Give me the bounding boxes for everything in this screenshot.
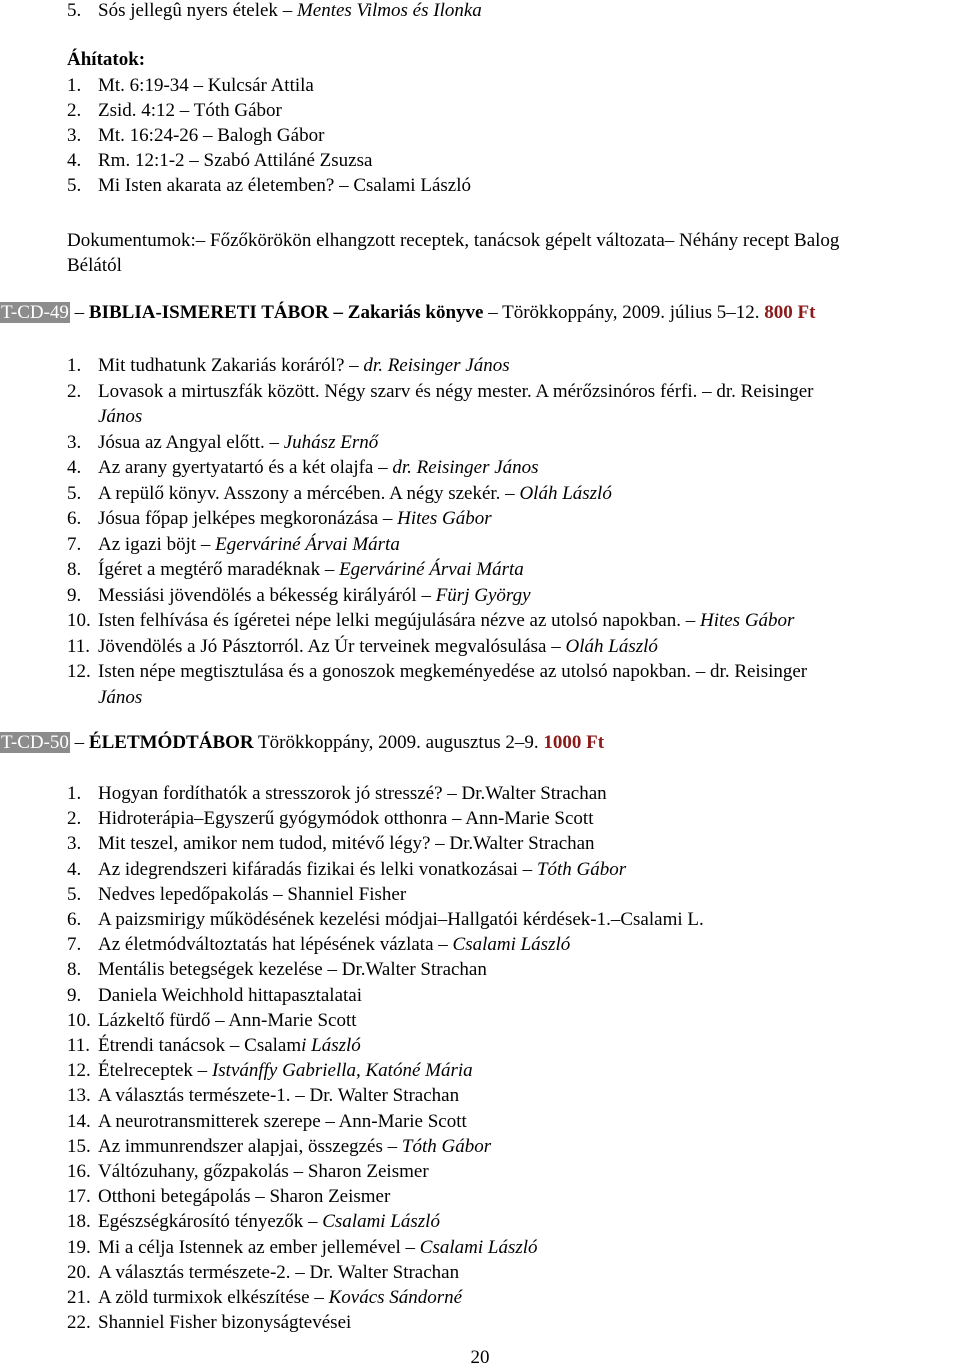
item-title: Az idegrendszeri kifáradás fizikai és lelki vonatkozásai – (98, 858, 537, 880)
list-number: 10. (67, 610, 91, 631)
item-title: Rm. 12:1-2 – Szabó Attiláné Zsuzsa (98, 150, 373, 171)
item-title: Mit tudhatunk Zakariás koráról? – (98, 355, 364, 376)
list-item (98, 506, 492, 531)
item-author: Csalami László (322, 1211, 440, 1233)
list-number: 9. (67, 984, 82, 1006)
list-number: 1. (67, 75, 82, 96)
camp-header-t-cd-50 (0, 730, 604, 756)
list-item (98, 1083, 459, 1108)
list-number: 1. (67, 783, 82, 804)
list-number: 5. (67, 482, 82, 504)
list-number: 6. (67, 508, 82, 529)
list-item (98, 957, 487, 982)
list-item (98, 806, 593, 831)
item-author: Egerváriné Árvai Márta (215, 533, 400, 555)
list-number: 5. (67, 0, 82, 21)
list-number: 12. (67, 1060, 91, 1082)
item-title: Az igazi böjt – (98, 533, 216, 555)
list-number: 16. (67, 1161, 91, 1182)
list-number: 12. (67, 661, 91, 682)
item-title: Lovasok a mirtuszfák között. Négy szarv és négy mester. A mérőzsinóros férfi. – dr. Reisinger (98, 380, 814, 402)
item-title: Shanniel Fisher bizonyságtevései (98, 1312, 352, 1334)
item-title: A neurotransmitterek szerepe – Ann-Marie Scott (98, 1110, 467, 1132)
list-number: 11. (67, 1035, 91, 1056)
list-number: 18. (67, 1211, 91, 1233)
item-title: Sós jellegû nyers ételek (98, 0, 278, 21)
item-author: Csalami László (419, 1236, 538, 1258)
item-title: Jósua főpap jelképes megkoronázása – (98, 508, 398, 529)
list-number: 15. (67, 1135, 91, 1157)
separator: – (69, 302, 89, 323)
camp-title: BIBLIA-ISMERETI TÁBOR – Zakariás könyve (88, 302, 484, 323)
item-author: Istvánffy Gabriella, Katóné Mária (211, 1060, 473, 1082)
list-number: 4. (67, 858, 82, 880)
dokumentumok-line-1: Dokumentumok:– Főzőkörökön elhangzott receptek, tanácsok gépelt változata– Néhány recept Balog (67, 230, 840, 251)
item-author: Csalami László (452, 934, 571, 956)
list-item (98, 73, 314, 98)
dokumentumok-line-2: Bélától (67, 255, 122, 276)
list-number: 22. (67, 1312, 91, 1334)
list-number: 7. (67, 533, 82, 555)
item-title: Hogyan fordíthatók a stresszorok jó stresszé? – Dr.Walter Strachan (98, 783, 607, 804)
list-number: 4. (67, 457, 82, 478)
item-title: Lázkeltő fürdő – Ann-Marie Scott (98, 1009, 357, 1031)
item-title: Ételreceptek – (98, 1060, 212, 1082)
list-item (98, 148, 372, 173)
item-author: Mentes Vilmos és Ilonka (296, 0, 482, 21)
item-author: Kovács Sándorné (328, 1287, 463, 1308)
list-item (98, 173, 471, 198)
list-item (98, 1310, 351, 1335)
list-item (98, 608, 794, 633)
list-item (98, 404, 142, 429)
list-item (98, 781, 607, 806)
item-title: Mt. 16:24-26 – Balogh Gábor (98, 125, 325, 146)
page-number: 20 (470, 1347, 490, 1368)
list-number: 19. (67, 1236, 91, 1258)
item-author: Oláh László (519, 482, 612, 504)
list-item (98, 583, 531, 608)
section-heading-ahitatok: Áhítatok: (67, 49, 146, 70)
list-number: 14. (67, 1110, 91, 1132)
list-number: 3. (67, 833, 82, 855)
item-author: Hites Gábor (397, 508, 492, 529)
list-item (98, 353, 510, 378)
list-number: 3. (67, 431, 82, 453)
item-author: János (98, 406, 143, 427)
camp-title: ÉLETMÓDTÁBOR (88, 732, 254, 753)
camp-code: T-CD-50 (1, 732, 69, 753)
item-author: Hites Gábor (699, 610, 795, 631)
list-number: 6. (67, 909, 82, 930)
list-item (98, 1033, 361, 1058)
item-author: Tóth Gábor (401, 1135, 492, 1157)
camp-details: Törökkoppány, 2009. augusztus 2–9. (253, 732, 539, 753)
list-item (98, 659, 807, 684)
item-title: A zöld turmixok elkészítése – (98, 1287, 329, 1308)
list-item (98, 481, 612, 506)
list-item (98, 685, 142, 710)
item-title: Otthoni betegápolás – Sharon Zeismer (98, 1186, 391, 1208)
item-title: Mentális betegségek kezelése – Dr.Walter Strachan (98, 959, 487, 981)
list-item (98, 634, 658, 659)
list-item (98, 1184, 390, 1209)
item-title: A paizsmirigy működésének kezelési módjai–Hallgatói kérdések-1.–Csalami L. (98, 909, 704, 930)
item-title: Ígéret a megtérő maradéknak – (98, 559, 340, 580)
separator: – (69, 732, 89, 753)
list-number: 17. (67, 1186, 91, 1208)
list-item (98, 932, 570, 957)
item-title: Mt. 6:19-34 – Kulcsár Attila (98, 75, 314, 96)
list-number: 1. (67, 355, 82, 376)
item-title: Mi a célja Istennek az ember jellemével – (98, 1236, 420, 1258)
item-author: János (98, 686, 143, 708)
list-item (98, 857, 626, 882)
list-number: 2. (67, 100, 82, 121)
list-number: 11. (67, 635, 91, 657)
item-author: i László (301, 1035, 361, 1056)
list-item (98, 1260, 459, 1285)
item-title: Étrendi tanácsok – Csalam (98, 1035, 302, 1056)
camp-header-t-cd-49 (0, 300, 815, 326)
list-number: 20. (67, 1261, 91, 1283)
camp-details: – Törökkoppány, 2009. július 5–12. (483, 302, 760, 323)
item-author: Fürj György (435, 584, 531, 606)
item-title: Hidroterápia–Egyszerű gyógymódok otthonra – Ann-Marie Scott (98, 808, 594, 830)
list-item (98, 1209, 440, 1234)
item-author: Egerváriné Árvai Márta (339, 559, 524, 580)
list-number: 3. (67, 125, 82, 146)
list-number: 5. (67, 883, 82, 905)
item-title: Mit teszel, amikor nem tudod, mitévő légy? – Dr.Walter Strachan (98, 833, 595, 855)
list-number: 21. (67, 1287, 91, 1308)
item-author: Tóth Gábor (536, 858, 627, 880)
item-title: A repülő könyv. Asszony a mércében. A négy szekér. – (98, 482, 520, 504)
list-item (98, 1235, 538, 1260)
list-item (98, 430, 378, 455)
list-number: 8. (67, 559, 82, 580)
list-item (98, 1109, 467, 1134)
list-number: 5. (67, 175, 82, 196)
item-title: Isten népe megtisztulása és a gonoszok megkeményedése az utolsó napokban. – dr. Reisinger (98, 661, 808, 682)
item-title: Nedves lepedőpakolás – Shanniel Fisher (98, 883, 407, 905)
separator: – (277, 0, 297, 21)
list-item (98, 831, 595, 856)
item-title: Az immunrendszer alapjai, összegzés – (98, 1135, 402, 1157)
item-title: A választás természete-1. – Dr. Walter Strachan (98, 1085, 460, 1107)
list-item (98, 1058, 473, 1083)
item-title: Jövendölés a Jó Pásztorról. Az Úr terveinek megvalósulása – (98, 635, 566, 657)
list-number: 9. (67, 584, 82, 606)
list-item (98, 907, 704, 932)
item-title: Zsid. 4:12 – Tóth Gábor (98, 100, 282, 121)
list-number: 2. (67, 380, 82, 402)
item-title: Váltózuhany, gőzpakolás – Sharon Zeismer (98, 1161, 429, 1182)
list-item-text (98, 0, 482, 23)
item-author: Juhász Ernő (283, 431, 379, 453)
item-title: Isten felhívása és ígéretei népe lelki megújulására nézve az utolsó napokban. – (98, 610, 700, 631)
item-author: dr. Reisinger János (392, 457, 539, 478)
item-title: Egészségkárosító tényezők – (98, 1211, 323, 1233)
list-item (98, 123, 324, 148)
list-number: 8. (67, 959, 82, 981)
list-item (98, 557, 524, 582)
list-item (98, 882, 406, 907)
camp-price: 800 Ft (764, 302, 816, 323)
list-number: 13. (67, 1085, 91, 1107)
list-item (98, 455, 539, 480)
list-item (98, 1159, 429, 1184)
list-number: 7. (67, 934, 82, 956)
item-author: dr. Reisinger János (363, 355, 510, 376)
list-number: 2. (67, 808, 82, 830)
item-title: Jósua az Angyal előtt. – (98, 431, 284, 453)
list-item (98, 532, 400, 557)
list-item (98, 379, 814, 404)
list-item (98, 1134, 491, 1159)
list-number: 4. (67, 150, 82, 171)
list-item (98, 1285, 462, 1310)
item-title: Az arany gyertyatartó és a két olajfa – (98, 457, 393, 478)
list-number: 10. (67, 1009, 91, 1031)
list-item (98, 983, 362, 1008)
item-title: A választás természete-2. – Dr. Walter Strachan (98, 1261, 460, 1283)
item-title: Mi Isten akarata az életemben? – Csalami László (98, 175, 471, 196)
list-item (98, 98, 282, 123)
list-item (98, 1008, 357, 1033)
item-author: Oláh László (565, 635, 658, 657)
camp-price: 1000 Ft (543, 732, 605, 753)
item-title: Az életmódváltoztatás hat lépésének vázlata – (98, 934, 453, 956)
item-title: Messiási jövendölés a békesség királyáról – (98, 584, 436, 606)
item-title: Daniela Weichhold hittapasztalatai (98, 984, 363, 1006)
camp-code: T-CD-49 (1, 302, 69, 323)
